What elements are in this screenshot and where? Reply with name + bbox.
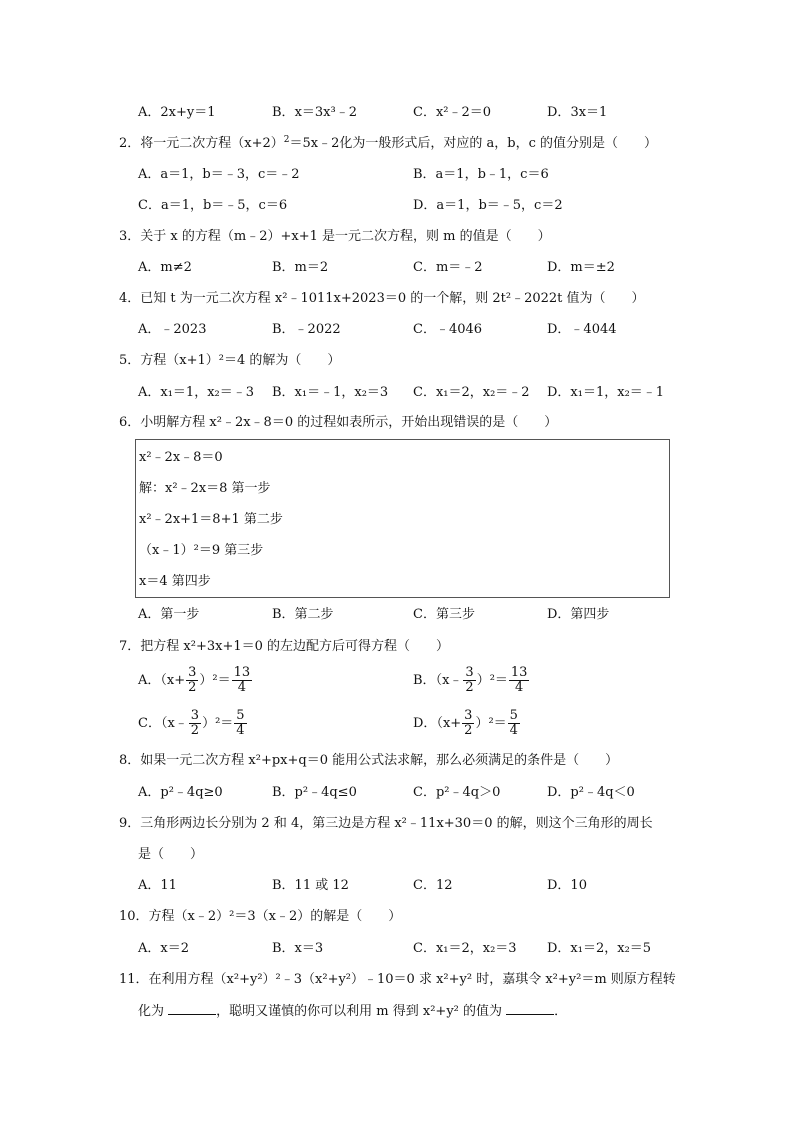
- q5-option-d: D．x₁＝1，x₂＝﹣1: [547, 385, 665, 400]
- q6-option-c: C．第三步: [413, 607, 475, 622]
- q4-option-a: A．﹣2023: [138, 322, 207, 337]
- q11-stem: 11．在利用方程（x²+y²）²﹣3（x²+y²）﹣10＝0 求 x²+y² 时，嘉琪令 x²+y²＝m 则原方程转: [119, 972, 676, 987]
- q2-option-d: D．a＝1，b＝﹣5，c＝2: [413, 198, 563, 213]
- q3-option-b: B．m＝2: [272, 260, 329, 275]
- q6-option-d: D．第四步: [547, 607, 610, 622]
- q6-option-a: A．第一步: [138, 607, 200, 622]
- q9-option-d: D．10: [547, 878, 587, 893]
- q6-solution-box: [135, 439, 670, 598]
- q10-option-d: D．x₁＝2，x₂＝5: [547, 941, 652, 956]
- q9-option-c: C．12: [413, 878, 453, 893]
- q3-option-a: A．m≠2: [138, 260, 192, 275]
- q5-stem: 5．方程（x+1）²＝4 的解为（ ）: [119, 353, 341, 368]
- q9-option-a: A．11: [138, 878, 177, 893]
- q2-option-a: A．a＝1，b＝﹣3，c＝﹣2: [138, 167, 300, 182]
- q7-option-d: D．（x+ $\frac{3}{2}$ ）²＝ $\frac{5}{4}$: [413, 708, 518, 738]
- q7-option-b: B．（x﹣ $\frac{3}{2}$ ）²＝ $\frac{13}{4}$: [413, 665, 528, 695]
- q2-option-b: B．a＝1，b﹣1，c＝6: [413, 167, 549, 182]
- q5-option-a: A．x₁＝1，x₂＝﹣3: [138, 385, 255, 400]
- q2-stem: 2．将一元二次方程$(x+2)^2=5x﹣2$化为一般形式后，对应的 a，b，c 的值分别是（ ）: [119, 135, 658, 151]
- q8-option-a: A．p²﹣4q≥0: [138, 785, 223, 800]
- q10-stem: 10．方程（x﹣2）²＝3（x﹣2）的解是（ ）: [119, 909, 402, 924]
- q4-stem: 4．已知 t 为一元二次方程 x²﹣1011x+2023＝0 的一个解，则 2t²﹣2022t 值为（ ）: [119, 291, 645, 306]
- q9-stem-continued: 是（ ）: [138, 847, 204, 862]
- q2-option-c: C．a＝1，b＝﹣5，c＝6: [138, 198, 288, 213]
- q11-answer-blank-2[interactable]: [506, 1002, 554, 1015]
- q6-box-line: 解：x²﹣2x＝8 第一步: [139, 481, 271, 496]
- q7-option-c: C．（x﹣ $\frac{3}{2}$ ）²＝ $\frac{5}{4}$: [138, 708, 245, 738]
- q8-stem: 8．如果一元二次方程 x²+px+q＝0 能用公式法求解，那么必须满足的条件是（ ）: [119, 753, 619, 768]
- q10-option-a: A．x＝2: [138, 941, 189, 956]
- q10-option-b: B．x＝3: [272, 941, 324, 956]
- q3-stem: 3．关于 x 的方程（m﹣2）+x+1 是一元二次方程，则 m 的值是（ ）: [119, 229, 551, 244]
- q6-box-line: （x﹣1）²＝9 第三步: [139, 543, 264, 558]
- q6-box-line: x＝4 第四步: [139, 574, 211, 589]
- q7-option-a: A．（x+ $\frac{3}{2}$ ）²＝ $\frac{13}{4}$: [138, 665, 251, 695]
- q9-stem: 9．三角形两边长分别为 2 和 4，第三边是方程 x²﹣11x+30＝0 的解，则这个三角形的周长: [119, 816, 653, 831]
- q11-answer-blank-1[interactable]: [168, 1002, 216, 1015]
- q10-option-c: C．x₁＝2，x₂＝3: [413, 941, 517, 956]
- q8-option-d: D．p²﹣4q＜0: [547, 785, 635, 800]
- q4-option-b: B．﹣2022: [272, 322, 341, 337]
- q6-box-line: x²﹣2x﹣8＝0: [139, 450, 223, 465]
- q6-box-line: x²﹣2x+1＝8+1 第二步: [139, 512, 283, 527]
- q8-option-b: B．p²﹣4q≤0: [272, 785, 357, 800]
- q1-option-c: C．x²﹣2＝0: [413, 105, 492, 120]
- q5-option-b: B．x₁＝﹣1，x₂＝3: [272, 385, 389, 400]
- q4-option-d: D．﹣4044: [547, 322, 617, 337]
- q6-stem: 6．小明解方程 x²﹣2x﹣8＝0 的过程如表所示，开始出现错误的是（ ）: [119, 415, 558, 430]
- q3-option-d: D．m＝±2: [547, 260, 615, 275]
- q7-stem: 7．把方程 x²+3x+1＝0 的左边配方后可得方程（ ）: [119, 639, 450, 654]
- q6-option-b: B．第二步: [272, 607, 334, 622]
- q1-option-d: D．3x＝1: [547, 105, 608, 120]
- q9-option-b: B．11 或 12: [272, 878, 349, 893]
- q1-option-a: A．2x+y＝1: [138, 105, 216, 120]
- q8-option-c: C．p²﹣4q＞0: [413, 785, 501, 800]
- q1-option-b: B．x＝3x³﹣2: [272, 105, 357, 120]
- q11-stem-continued: 化为 ，聪明又谨慎的你可以利用 m 得到 x²+y² 的值为 ．: [138, 1004, 568, 1019]
- q4-option-c: C．﹣4046: [413, 322, 483, 337]
- q3-option-c: C．m＝﹣2: [413, 260, 483, 275]
- q5-option-c: C．x₁＝2，x₂＝﹣2: [413, 385, 530, 400]
